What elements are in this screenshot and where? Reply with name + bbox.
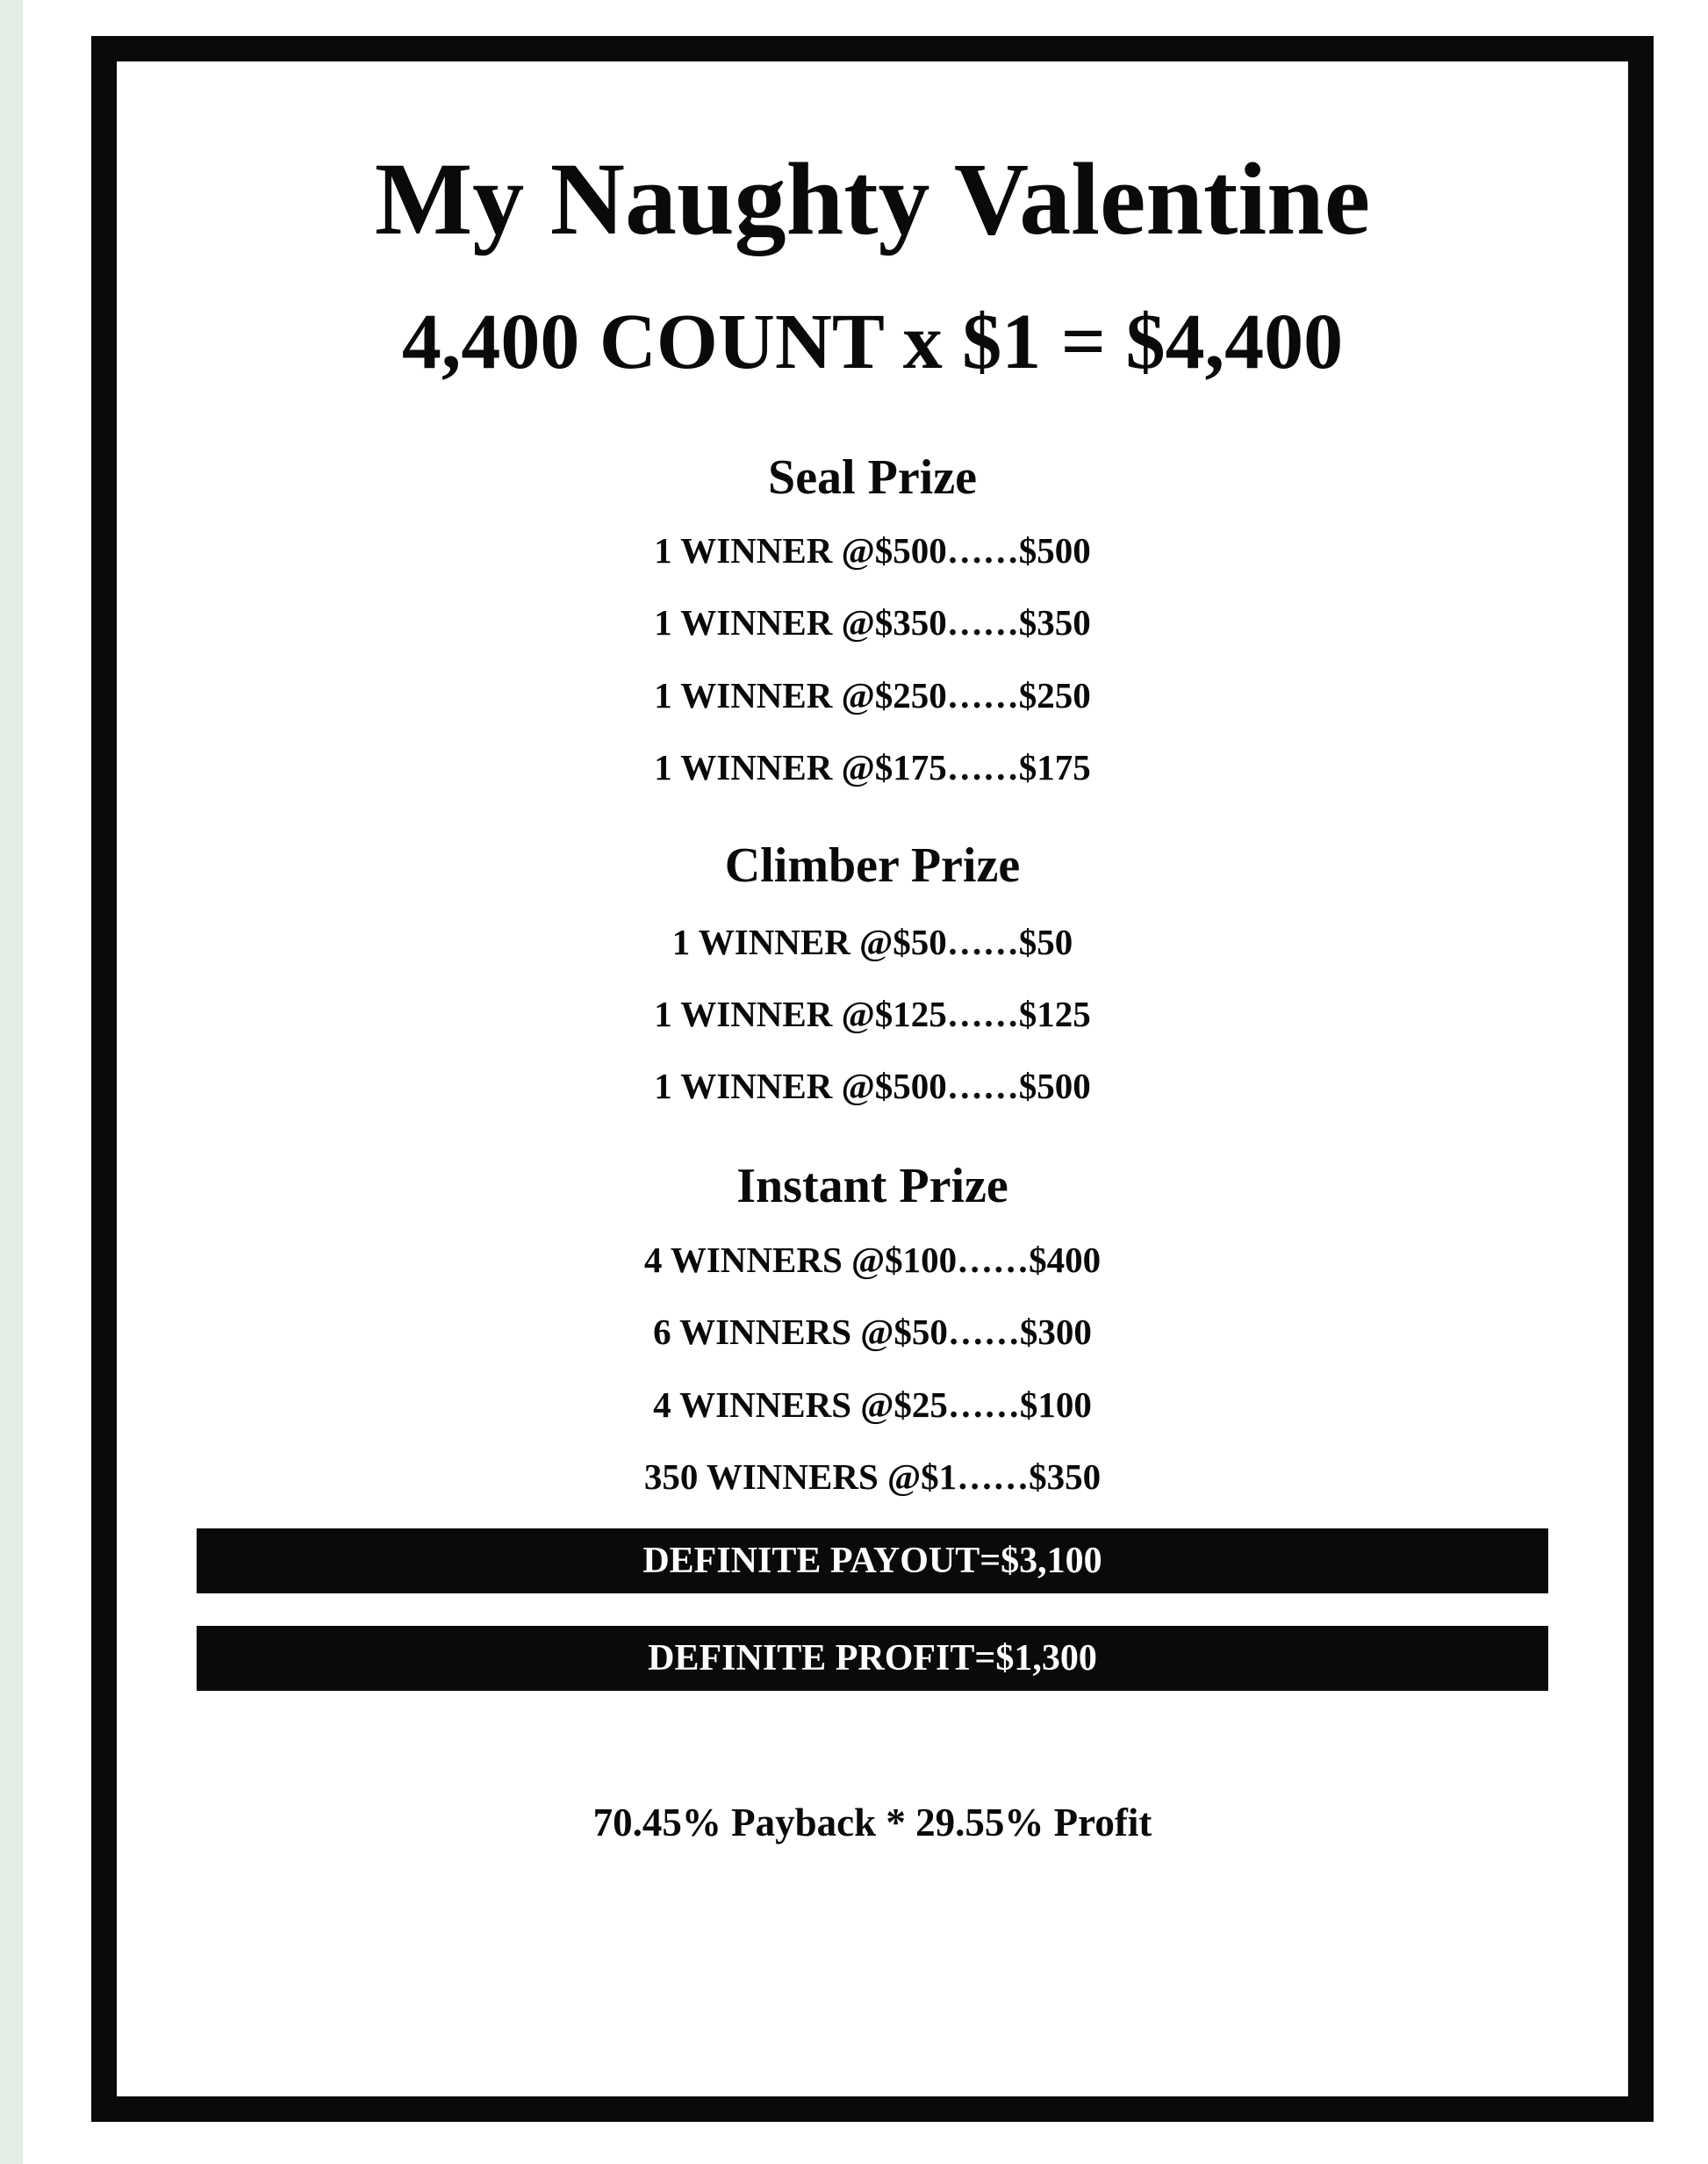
flyer-content [117, 61, 1628, 2096]
prize-row: 4 WINNERS @$25……$100 [653, 1384, 1092, 1425]
section-heading-seal-prize: Seal Prize [768, 450, 977, 505]
prize-row: 4 WINNERS @$100……$400 [643, 1240, 1102, 1280]
prize-row: 1 WINNER @$125……$125 [654, 994, 1091, 1034]
definite-profit-bar: DEFINITE PROFIT=$1,300 [197, 1626, 1548, 1691]
prize-row: 1 WINNER @$350……$350 [654, 602, 1091, 643]
prize-row: 350 WINNERS @$1……$350 [643, 1456, 1102, 1497]
count-equation: 4,400 COUNT x $1 = $4,400 [401, 298, 1344, 385]
payback-profit-summary: 70.45% Payback * 29.55% Profit [592, 1801, 1152, 1844]
prize-row: 1 WINNER @$500……$500 [654, 1066, 1091, 1106]
prize-row: 1 WINNER @$50……$50 [671, 922, 1073, 962]
section-heading-instant-prize: Instant Prize [736, 1159, 1008, 1213]
prize-row: 6 WINNERS @$50……$300 [653, 1312, 1092, 1352]
definite-payout-bar: DEFINITE PAYOUT=$3,100 [197, 1528, 1548, 1593]
prize-row: 1 WINNER @$250……$250 [654, 675, 1091, 715]
section-heading-climber-prize: Climber Prize [724, 838, 1021, 893]
flyer-frame [91, 36, 1654, 2122]
flyer-title: My Naughty Valentine [374, 141, 1371, 256]
page-edge-strip [0, 0, 23, 2164]
prize-row: 1 WINNER @$175……$175 [654, 747, 1091, 787]
prize-row: 1 WINNER @$500……$500 [654, 530, 1091, 571]
